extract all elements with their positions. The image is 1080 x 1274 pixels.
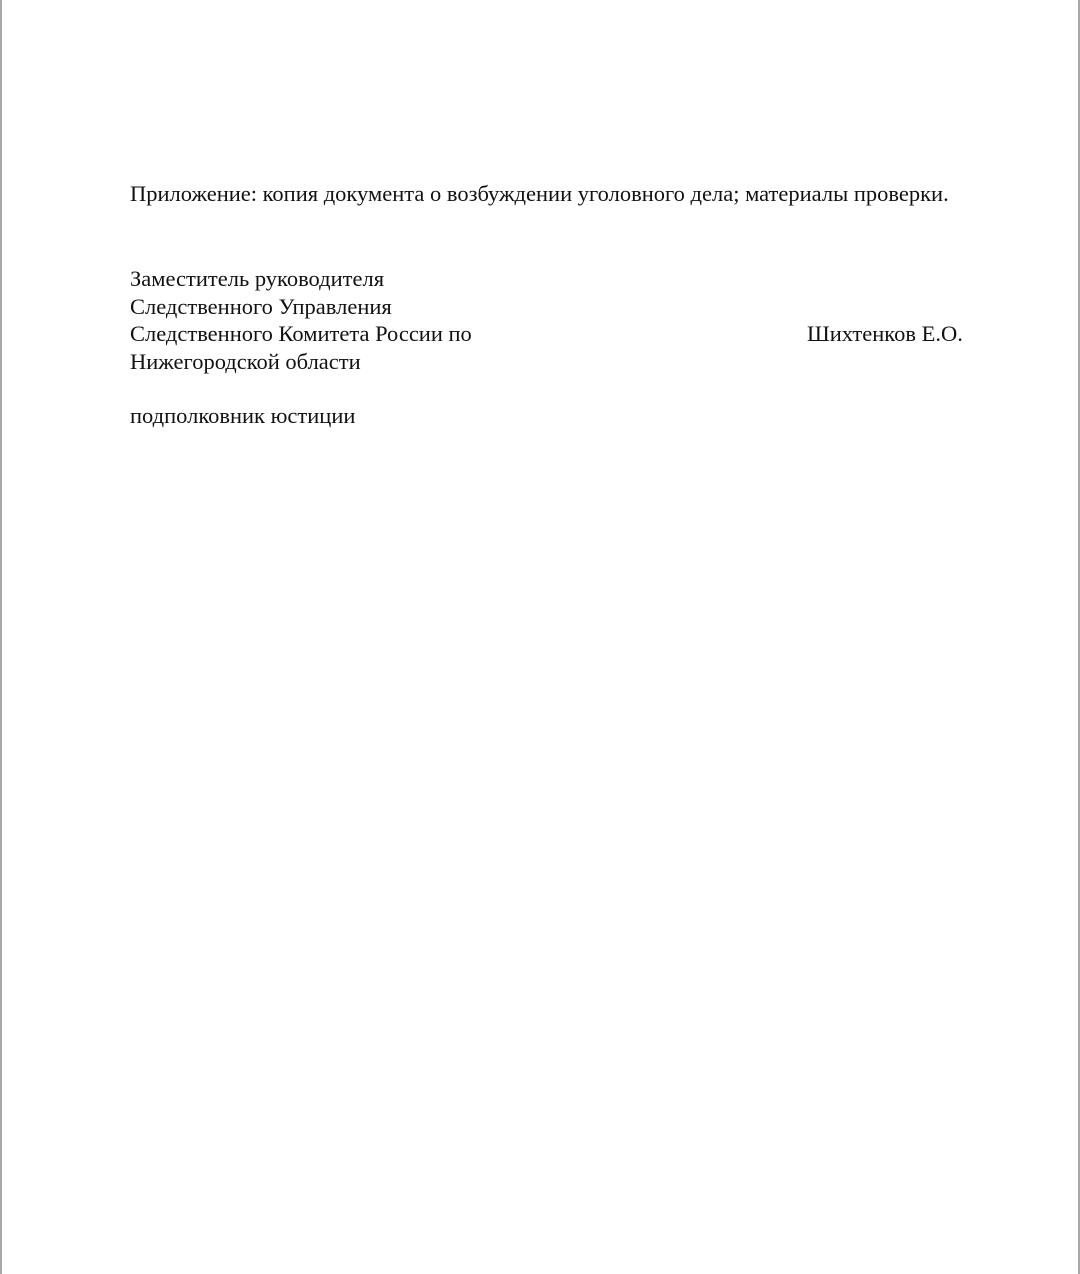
position-line-2: Следственного Управления — [130, 293, 392, 319]
position-line-3: Следственного Комитета России по — [130, 321, 472, 346]
position-line-4: Нижегородской области — [130, 348, 361, 374]
attachment-line: Приложение: копия документа о возбуждении уголовного дела; материалы проверки. — [130, 181, 949, 206]
signer-rank: подполковник юстиции — [130, 403, 356, 428]
signature-position-block — [130, 265, 472, 375]
signer-name: Шихтенков Е.О. — [807, 321, 963, 346]
position-line-1: Заместитель руководителя — [130, 266, 385, 291]
